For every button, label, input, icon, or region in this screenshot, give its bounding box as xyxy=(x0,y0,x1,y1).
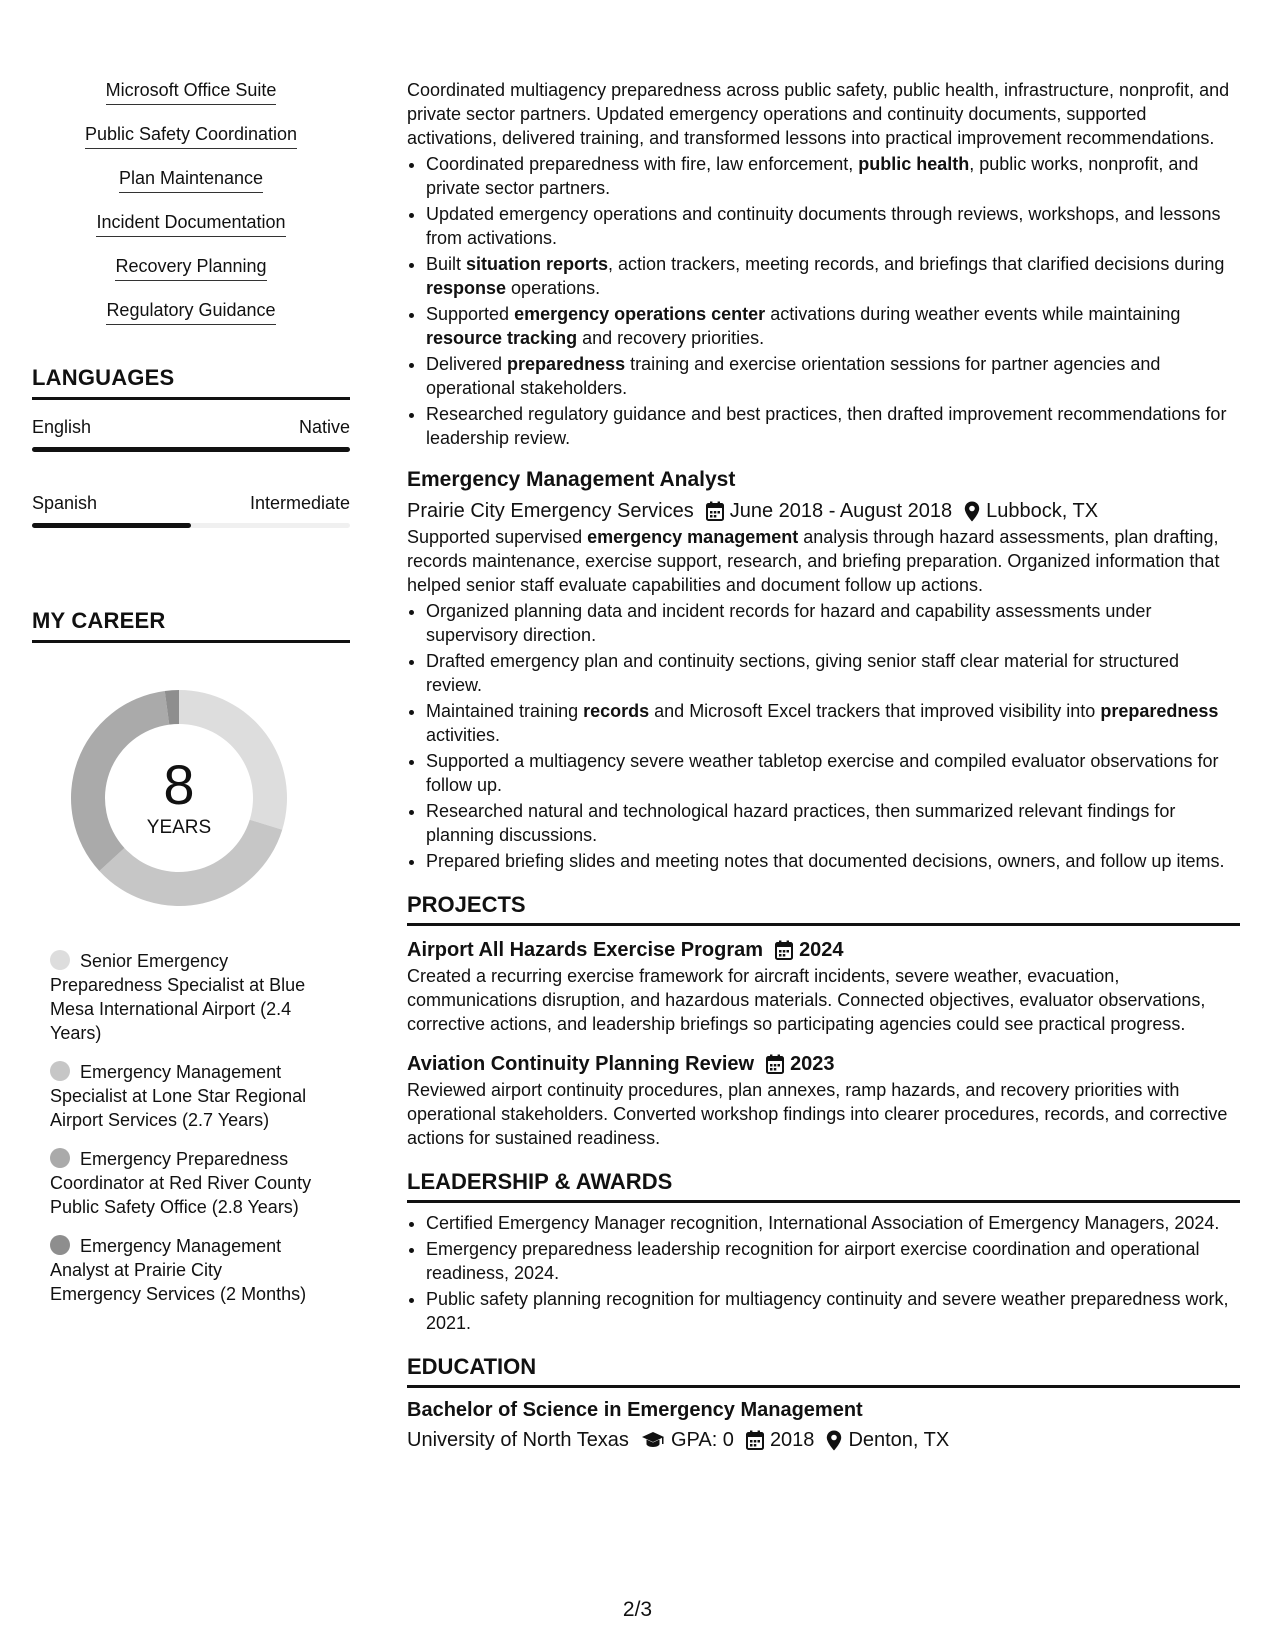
project-item xyxy=(407,1050,1240,1150)
education-degree: Bachelor of Science in Emergency Management xyxy=(407,1399,863,1421)
career-legend-item xyxy=(50,1234,312,1306)
language-level-bar xyxy=(32,447,350,452)
bold-keyword: situation reports xyxy=(466,254,609,274)
career-total-years: 8 xyxy=(163,753,195,816)
text-run: Maintained training xyxy=(426,701,584,721)
job-summary: Coordinated multiagency preparedness across public safety, public health, infrastructure, nonprofit, and private sector partners. Updated emergency operations and continuity documents, supported activations, delivered training, and transformed lessons into practical improvement recommendations. xyxy=(407,80,1230,148)
education-year: 2018 xyxy=(769,1429,815,1451)
legend-swatch xyxy=(50,1061,70,1081)
bullet-item xyxy=(426,649,1240,697)
education-meta xyxy=(407,1426,1240,1454)
text-run: and recovery priorities. xyxy=(577,328,765,348)
map-pin-icon xyxy=(826,1430,842,1451)
legend-swatch xyxy=(50,1235,70,1255)
legend-label: Emergency Preparedness Coordinator at Red River County Public Safety Office (2.8 Years) xyxy=(50,1149,312,1217)
skill-tag: Regulatory Guidance xyxy=(106,298,275,325)
job-title: Emergency Management Analyst xyxy=(407,468,736,491)
awards-list xyxy=(407,1211,1240,1335)
education-gpa: GPA: 0 xyxy=(670,1429,734,1451)
project-year: 2024 xyxy=(799,939,844,961)
award-item: • Public safety planning recognition for multiagency continuity and severe weather preparedness work, 2021. xyxy=(426,1287,1240,1335)
bold-keyword: resource tracking xyxy=(426,328,578,348)
text-run: activities. xyxy=(426,725,501,745)
text-run: Supported a multiagency severe weather tabletop exercise and compiled evaluator observations for follow up. xyxy=(426,751,1219,795)
project-title: Aviation Continuity Planning Review xyxy=(407,1053,755,1075)
text-run: Supported xyxy=(426,304,515,324)
text-run: training and exercise orientation sessions for partner agencies and operational stakeholders. xyxy=(426,354,1161,398)
page-number: 2/3 xyxy=(622,1598,653,1621)
legend-label: Emergency Management Specialist at Lone Star Regional Airport Services (2.7 Years) xyxy=(50,1062,307,1130)
bold-keyword: preparedness xyxy=(507,354,626,374)
calendar-icon xyxy=(766,1054,784,1074)
text-run: Supported supervised xyxy=(407,527,588,547)
skill-tag: Public Safety Coordination xyxy=(85,122,297,149)
graduation-cap-icon xyxy=(641,1431,665,1449)
bullet-item xyxy=(426,849,1240,873)
text-run: Researched natural and technological hazard practices, then summarized relevant findings for planning discussions. xyxy=(426,801,1176,845)
legend-swatch xyxy=(50,1148,70,1168)
bullet-item xyxy=(426,302,1240,350)
career-heading: MY CAREER xyxy=(32,608,350,643)
text-run: Delivered xyxy=(426,354,508,374)
main-content xyxy=(407,78,1240,1454)
job-bullets xyxy=(407,599,1240,873)
bullet-item xyxy=(426,799,1240,847)
education-location: Denton, TX xyxy=(848,1429,950,1451)
bold-keyword: response xyxy=(426,278,507,298)
text-run: operations. xyxy=(506,278,601,298)
bullet-item xyxy=(426,699,1240,747)
education-heading: EDUCATION xyxy=(407,1353,1240,1388)
job-bullets xyxy=(407,152,1240,450)
bullet-item xyxy=(426,352,1240,400)
language-name: English xyxy=(32,417,92,437)
bold-keyword: public health xyxy=(858,154,970,174)
text-run: Updated emergency operations and continuity documents through reviews, workshops, and lessons from activations. xyxy=(426,204,1221,248)
text-run: Prepared briefing slides and meeting notes that documented decisions, owners, and follow up items. xyxy=(426,851,1225,871)
calendar-icon xyxy=(775,940,793,960)
calendar-icon xyxy=(706,501,724,521)
text-run: and Microsoft Excel trackers that improved visibility into xyxy=(649,701,1101,721)
award-item: • Certified Emergency Manager recognition, International Association of Emergency Managers, 2024. xyxy=(426,1211,1240,1235)
bold-keyword: preparedness xyxy=(1100,701,1219,721)
bold-keyword: records xyxy=(583,701,650,721)
language-level: Native xyxy=(298,417,350,437)
bullet-item xyxy=(426,749,1240,797)
career-legend-item xyxy=(50,1147,312,1219)
legend-label: Emergency Management Analyst at Prairie City Emergency Services (2 Months) xyxy=(50,1236,307,1304)
project-item xyxy=(407,936,1240,1036)
language-level: Intermediate xyxy=(249,493,350,513)
bullet-item xyxy=(426,152,1240,200)
language-english xyxy=(32,416,350,452)
language-level-fill xyxy=(32,523,191,528)
languages-heading: LANGUAGES xyxy=(32,365,350,400)
project-description: Created a recurring exercise framework for aircraft incidents, severe weather, evacuation, communications disruption, and hazardous materials. Connected objectives, evaluator observations, corrective actions, and leadership briefings so participating agencies could see practical progress. xyxy=(407,966,1206,1034)
job-dates: June 2018 - August 2018 xyxy=(729,500,953,522)
calendar-icon xyxy=(746,1430,764,1450)
job-meta xyxy=(407,497,1240,525)
legend-swatch xyxy=(50,950,70,970)
skill-tag: Incident Documentation xyxy=(96,210,285,237)
education-school: University of North Texas xyxy=(407,1429,629,1451)
bullet-item xyxy=(426,599,1240,647)
job-company: Prairie City Emergency Services xyxy=(407,500,694,522)
text-run: Drafted emergency plan and continuity sections, giving senior staff clear material for structured review. xyxy=(426,651,1180,695)
language-level-fill xyxy=(32,447,350,452)
text-run: , public works, nonprofit, and private sector partners. xyxy=(426,154,1199,198)
language-spanish xyxy=(32,492,350,528)
career-legend-item xyxy=(50,949,312,1045)
text-run: Researched regulatory guidance and best practices, then drafted improvement recommendations for leadership review. xyxy=(426,404,1227,448)
skills-list xyxy=(32,78,350,325)
award-item: • Emergency preparedness leadership recognition for airport exercise coordination and operational readiness, 2024. xyxy=(426,1237,1240,1285)
text-run: activations during weather events while maintaining xyxy=(765,304,1181,324)
project-title: Airport All Hazards Exercise Program xyxy=(407,939,764,961)
project-year: 2023 xyxy=(790,1053,835,1075)
skill-tag: Microsoft Office Suite xyxy=(106,78,277,105)
job-summary xyxy=(407,525,1240,597)
projects-heading: PROJECTS xyxy=(407,891,1240,926)
skill-tag: Plan Maintenance xyxy=(119,166,263,193)
project-description: Reviewed airport continuity procedures, plan annexes, ramp hazards, and recovery priorities with operational stakeholders. Converted workshop findings into clearer procedures, records, and corrective actions for sustained readiness. xyxy=(407,1080,1228,1148)
text-run: analysis through hazard assessments, plan drafting, records maintenance, exercise support, research, and briefing preparation. Organized information that helped senior staff evaluate capabilities and document follow up actions. xyxy=(407,527,1220,595)
bullet-item xyxy=(426,202,1240,250)
text-run: , action trackers, meeting records, and briefings that clarified decisions during xyxy=(608,254,1225,274)
bold-keyword: emergency management xyxy=(587,527,799,547)
career-legend-item xyxy=(50,1060,312,1132)
sidebar xyxy=(32,78,350,1321)
language-name: Spanish xyxy=(32,493,98,513)
bullet-item xyxy=(426,402,1240,450)
language-level-bar xyxy=(32,523,350,528)
text-run: Coordinated preparedness with fire, law enforcement, xyxy=(426,154,859,174)
awards-heading: LEADERSHIP & AWARDS xyxy=(407,1168,1240,1203)
bullet-item xyxy=(426,252,1240,300)
skill-tag: Recovery Planning xyxy=(115,254,266,281)
job-location: Lubbock, TX xyxy=(986,500,1099,522)
text-run: Built xyxy=(426,254,467,274)
legend-label: Senior Emergency Preparedness Specialist at Blue Mesa International Airport (2.4 Years) xyxy=(50,951,306,1043)
career-donut-chart xyxy=(64,683,294,913)
bold-keyword: emergency operations center xyxy=(514,304,766,324)
text-run: Organized planning data and incident records for hazard and capability assessments under supervisory direction. xyxy=(426,601,1152,645)
career-legend xyxy=(50,949,312,1306)
map-pin-icon xyxy=(964,501,980,522)
career-total-unit: YEARS xyxy=(146,817,212,838)
